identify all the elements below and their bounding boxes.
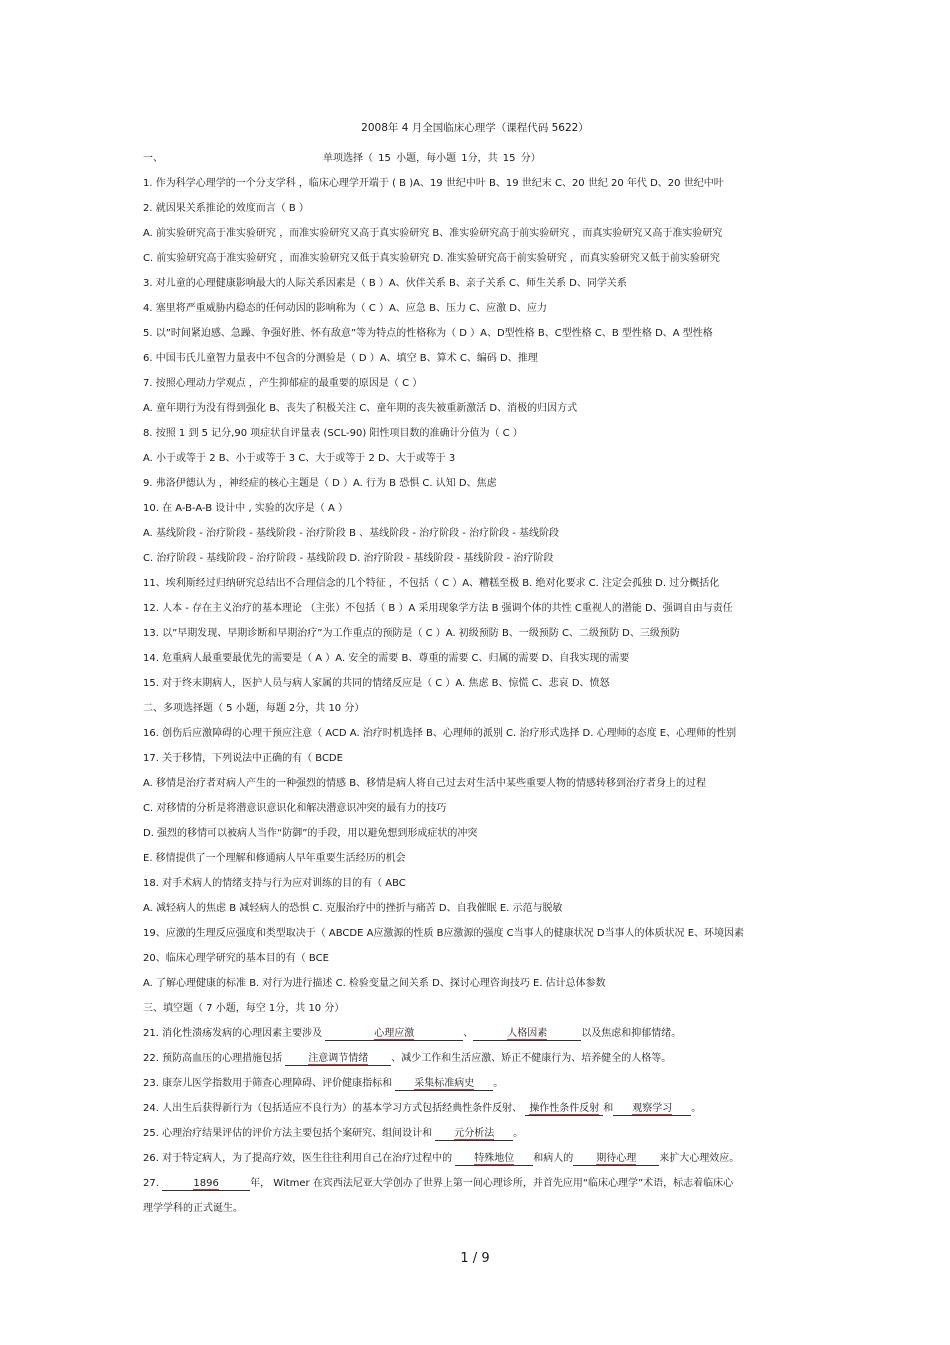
question-line: 2. 就因果关系推论的效度而言（ B ） [143,203,309,214]
question-line: 10. 在 A-B-A-B 设计中 , 实验的次序是（ A ） [143,503,349,514]
answer-text: 注意调节情绪 [308,1053,369,1064]
answer-blank [325,1027,463,1041]
question-line: 8. 按照 1 到 5 记分,90 项症状自评量表 (SCL-90) 阳性项目数的准确计分值为（ C ） [143,428,523,439]
page-number: 1 / 9 [460,1251,490,1266]
question-text: 来扩大心理效应。 [659,1153,740,1164]
question-line: 13. 以”早期发现、早期诊断和早期治疗”为工作重点的预防是（ C ）A. 初级预防 B、一级预防 C、二级预防 D、三级预防 [143,628,680,639]
answer-text: 元分析法 [454,1128,495,1139]
question-text: 和病人的 [533,1153,574,1164]
question-line: 14. 危重病人最重要最优先的需要是（ A ）A. 安全的需要 B、尊重的需要 C、归属的需要 D、自我实现的需要 [143,653,630,664]
answer-blank [473,1027,581,1041]
answer-text: 人格因素 [507,1028,548,1039]
question-line: 20、临床心理学研究的基本目的有（ BCE [143,953,329,964]
answer-blank [285,1052,391,1066]
question-text: 26. 对于特定病人，为了提高疗效，医生往往利用自己在治疗过程中的 [143,1153,453,1164]
option-line: D. 强烈的移情可以被病人当作“防御”的手段，用以避免想到形成症状的冲突 [143,828,478,839]
answer-blank [435,1127,513,1141]
question-text: 。 [513,1128,524,1139]
question-line: 3. 对儿童的心理健康影响最大的人际关系因素是（ B ）A、伙伴关系 B、亲子关系 C、师生关系 D、同学关系 [143,278,627,289]
answer-text: 特殊地位 [474,1153,515,1164]
option-line: C. 对移情的分析是将潜意识意识化和解决潜意识冲突的最有力的技巧 [143,803,447,814]
option-line: C. 治疗阶段 - 基线阶段 - 治疗阶段 - 基线阶段 D. 治疗阶段 - 基线阶段 - 基线阶段 - 治疗阶段 [143,553,554,564]
answer-text: 观察学习 [632,1103,673,1114]
section-heading-single-choice [143,146,848,171]
question-line: 18. 对手术病人的情绪支持与行为应对训练的目的有（ ABC [143,878,406,889]
answer-text: 1896 [193,1178,219,1189]
question-line: 12. 人本 - 存在主义治疗的基本理论 （主张）不包括（ B ）A 采用现象学方法 B 强调个体的共性 C重视人的潜能 D、强调自由与责任 [143,603,733,614]
option-line: A. 减轻病人的焦虑 B 减轻病人的恐惧 C. 克服治疗中的挫折与痛苦 D、自我催眠 E. 示范与脱敏 [143,903,563,914]
question-text: 21. 消化性溃疡发病的心理因素主要涉及 [143,1028,323,1039]
option-line: A. 移情是治疗者对病人产生的一种强烈的情感 B、移情是病人将自己过去对生活中某些重要人物的情感转移到治疗者身上的过程 [143,778,707,789]
fill-question-22 [143,1046,848,1071]
fill-question-23 [143,1071,848,1096]
answer-blank [395,1077,493,1091]
answer-blank [573,1152,659,1166]
fill-question-27-continued: 理学学科的正式诞生。 [143,1203,243,1214]
question-text: 以及焦虑和抑郁情绪。 [581,1028,682,1039]
question-line: 15. 对于终末期病人，医护人员与病人家属的共同的情绪反应是（ C ）A. 焦虑 B、惊慌 C、悲哀 D、愤怒 [143,678,610,689]
section-number: 一、 [143,153,163,164]
exam-content [143,146,848,1221]
fill-question-26 [143,1146,848,1171]
section-heading-multiple-choice: 二、多项选择题（ 5 小题，每题 2分，共 10 分） [143,703,365,714]
question-line: 7. 按照心理动力学观点 ，产生抑郁症的最重要的原因是（ C ） [143,378,423,389]
question-line: 19、应激的生理反应强度和类型取决于（ ABCDE A应激源的性质 B应激源的强度 C当事人的健康状况 D当事人的体质状况 E、环境因素 [143,928,745,939]
question-line: 5. 以”时间紧迫感、急躁、争强好胜、怀有敌意”等为特点的性格称为（ D ）A、D型性格 B、C型性格 C、B 型性格 D、A 型性格 [143,328,713,339]
question-text: 。 [493,1078,504,1089]
question-text: 年， Witmer 在宾西法尼亚大学创办了世界上第一间心理诊所，并首先应用“临床心理学”术语，标志着临床心 [250,1178,734,1189]
question-line: 4. 塞里将严重威胁内稳态的任何动因的影响称为（ C ）A、应急 B、压力 C、应激 D、应力 [143,303,547,314]
answer-text: 心理应激 [374,1028,415,1039]
section-title: 单项选择（ 15 小题，每小题 1分，共 15 分） [323,153,541,164]
answer-text: 操作性条件反射 [529,1103,600,1114]
section-heading-fill-in: 三、填空题（ 7 小题，每空 1分，共 10 分） [143,1003,345,1014]
question-text: 、减少工作和生活应激、矫正不健康行为、培养健全的人格等。 [391,1053,672,1064]
fill-question-25 [143,1121,848,1146]
option-line: C. 前实验研究高于准实验研究 ，而准实验研究又低于真实验研究 D. 准实验研究高于前实验研究 ，而真实验研究又低于前实验研究 [143,253,720,264]
option-line: E. 移情提供了一个理解和修通病人早年重要生活经历的机会 [143,853,406,864]
question-text: 22. 预防高血压的心理措施包括 [143,1053,283,1064]
option-line: A. 前实验研究高于准实验研究 ，而准实验研究又高于真实验研究 B、准实验研究高于前实验研究 ，而真实验研究又高于准实验研究 [143,228,723,239]
question-line: 1. 作为科学心理学的一个分支学科 ，临床心理学开端于 ( B )A、19 世纪中叶 B、19 世纪末 C、20 世纪 20 年代 D、20 世纪中叶 [143,178,724,189]
separator: 、 [463,1028,474,1039]
fill-question-24 [143,1096,848,1121]
question-text: 24. 人出生后获得新行为（包括适应不良行为）的基本学习方式包括经典性条件反射、 [143,1103,523,1114]
option-line: A. 小于或等于 2 B、小于或等于 3 C、大于或等于 2 D、大于或等于 3 [143,453,456,464]
fill-question-21 [143,1021,848,1046]
answer-text: 期待心理 [596,1153,637,1164]
answer-blank [525,1102,603,1116]
option-line: A. 童年期行为没有得到强化 B、丧失了积极关注 C、童年期的丧失被重新激活 D、消极的归因方式 [143,403,578,414]
question-line: 9. 弗洛伊德认为 ，神经症的核心主题是（ D ）A. 行为 B 恐惧 C. 认知 D、焦虑 [143,478,497,489]
question-text: 。 [691,1103,702,1114]
fill-question-27 [143,1171,848,1196]
answer-blank [613,1102,691,1116]
question-line: 16. 创伤后应激障碍的心理干预应注意（ ACD A. 治疗时机选择 B、心理师的派别 C. 治疗形式选择 D. 心理师的态度 E、心理师的性别 [143,728,737,739]
answer-blank [162,1177,250,1191]
question-text: 和 [603,1103,614,1114]
question-text: 25. 心理治疗结果评估的评价方法主要包括个案研究、组间设计和 [143,1128,433,1139]
question-line: 17. 关于移情，下列说法中正确的有（ BCDE [143,753,343,764]
answer-blank [455,1152,533,1166]
document-title: 2008年 4 月全国临床心理学（课程代码 5622） [361,122,589,134]
question-text: 27. [143,1178,159,1189]
option-line: A. 了解心理健康的标准 B. 对行为进行描述 C. 检验变量之间关系 D、探讨心理咨询技巧 E. 估计总体参数 [143,978,606,989]
question-line: 6. 中国韦氏儿童智力量表中不包含的分测验是（ D ）A、填空 B、算术 C、编码 D、推理 [143,353,538,364]
question-line: 11、埃利斯经过归纳研究总结出不合理信念的几个特征 ，不包括（ C ）A、糟糕至极 B. 绝对化要求 C. 注定会孤独 D. 过分概括化 [143,578,720,589]
question-text: 23. 康奈儿医学指数用于筛查心理障碍、评价健康指标和 [143,1078,393,1089]
answer-text: 采集标准病史 [414,1078,475,1089]
option-line: A. 基线阶段 - 治疗阶段 - 基线阶段 - 治疗阶段 B 、基线阶段 - 治疗阶段 - 治疗阶段 - 基线阶段 [143,528,560,539]
